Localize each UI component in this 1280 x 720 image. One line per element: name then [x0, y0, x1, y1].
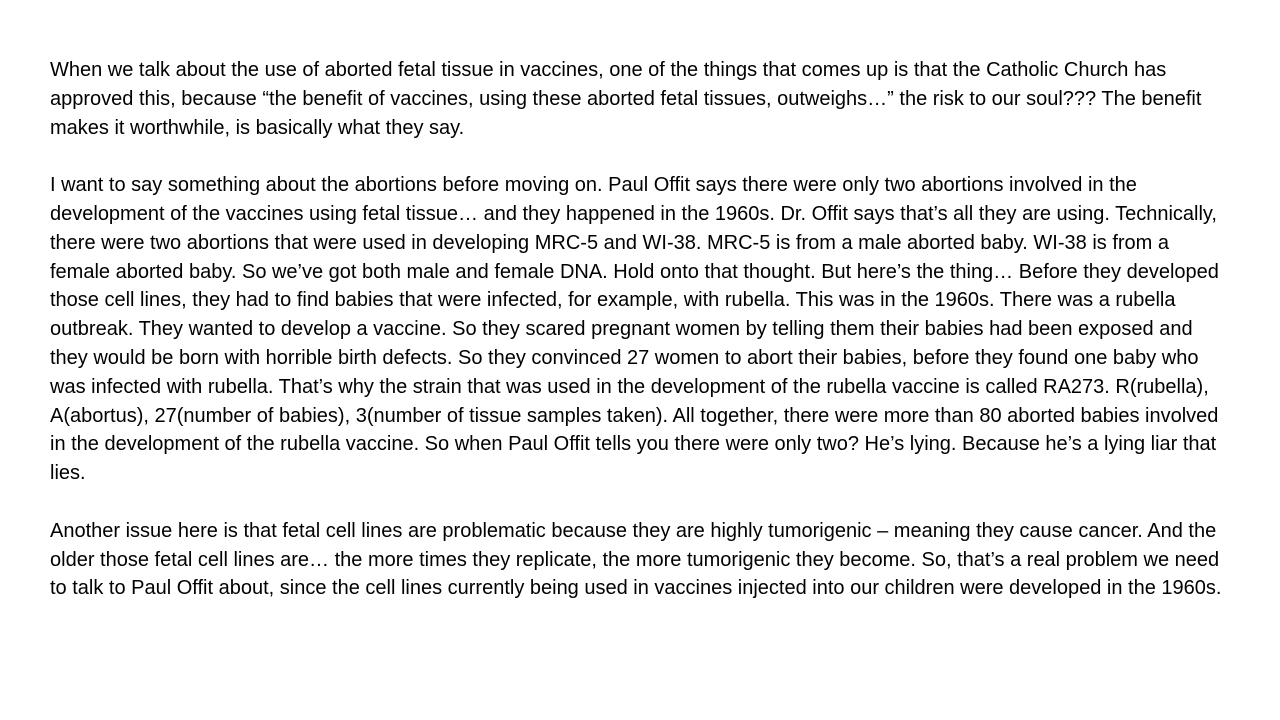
paragraph-abortions-count: I want to say something about the abortions before moving on. Paul Offit says there were only two abortions involved in the development of the vaccines using fetal tissue… and they happened in the 1960s. Dr. Offit says that’s all they are using. Technically, there were two abortions that were used in developing MRC-5 and WI-38. MRC-5 is from a male aborted baby. WI-38 is from a female aborted baby. So we’ve got both male and female DNA. Hold onto that thought. But here’s the thing… Before they developed those cell lines, they had to find babies that were infected, for example, with rubella. This was in the 1960s. There was a rubella outbreak. They wanted to develop a vaccine. So they scared pregnant women by telling them their babies had been exposed and they would be born with horrible birth defects. So they convinced 27 women to abort their babies, before they found one baby who was infected with rubella. That’s why the strain that was used in the development of the rubella vaccine is called RA273. R(rubella), A(abortus), 27(number of babies), 3(number of tissue samples taken). All together, there were more than 80 aborted babies involved in the development of the rubella vaccine. So when Paul Offit tells you there were only two? He’s lying. Because he’s a lying liar that lies.	[50, 174, 1219, 485]
paragraph-catholic-church: When we talk about the use of aborted fetal tissue in vaccines, one of the things that comes up is that the Catholic Church has approved this, because “the benefit of vaccines, using these aborted fetal tissues, outweighs…” the risk to our soul??? The benefit makes it worthwhile, is basically what they say.	[50, 59, 1202, 139]
slide-text-body	[50, 56, 1234, 632]
paragraph-tumorigenic: Another issue here is that fetal cell lines are problematic because they are highly tumorigenic – meaning they cause cancer. And the older those fetal cell lines are… the more times they replicate, the more tumorigenic they become. So, that’s a real problem we need to talk to Paul Offit about, since the cell lines currently being used in vaccines injected into our children were developed in the 1960s.	[50, 519, 1222, 600]
